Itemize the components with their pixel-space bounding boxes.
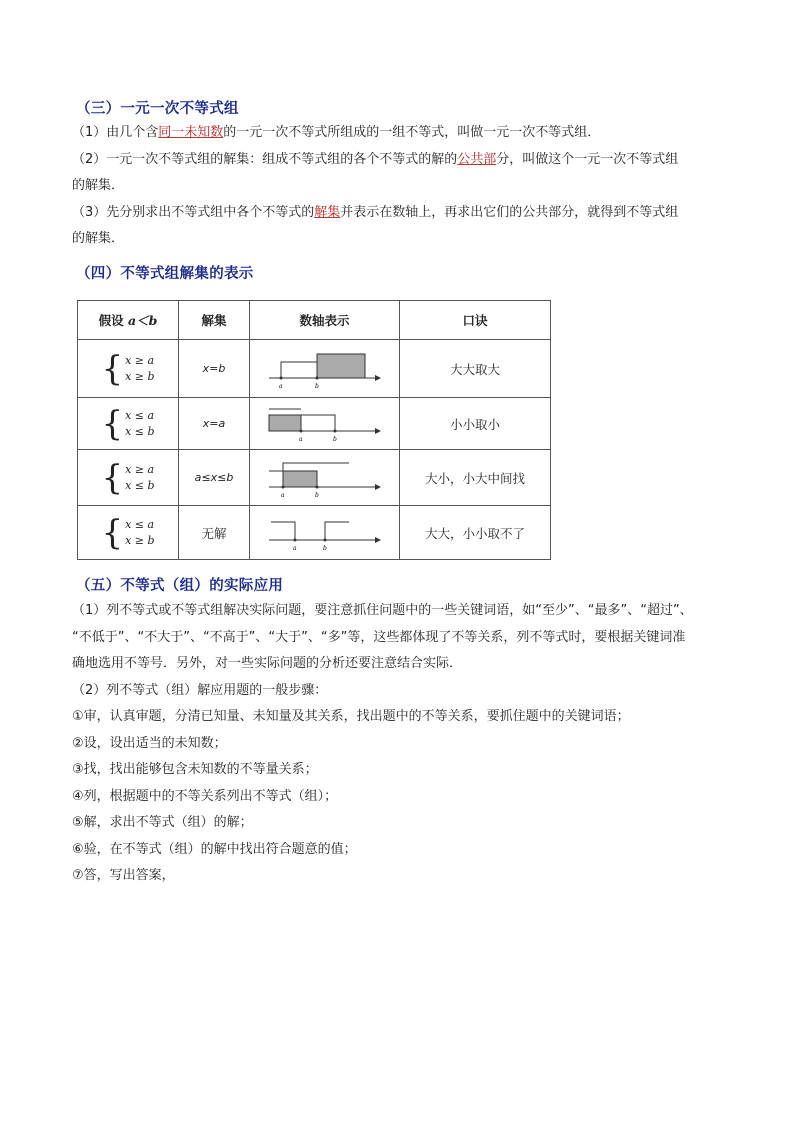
section3-p3 (72, 200, 742, 227)
header-rhyme: 口诀 (400, 301, 551, 340)
section3-p1-pre: （1）由几个含 (72, 125, 159, 140)
solution-cell: x=a (179, 398, 250, 450)
section3-p3-post: 并表示在数轴上，再求出它们的公共部分，就得到不等式组 (340, 204, 679, 220)
header-solution: 解集 (179, 301, 250, 340)
numberline-cell (250, 506, 400, 560)
step-item: ④列，根据题中的不等关系列出不等式（组）； (72, 788, 338, 804)
section3-p1-highlight: 同一未知数 (158, 125, 224, 140)
section3-p3-pre: （3）先分别求出不等式组中各个不等式的 (72, 204, 315, 220)
system-cell (78, 506, 179, 560)
table-row (78, 398, 551, 450)
section3-p2 (72, 147, 742, 174)
label-a: a (298, 435, 303, 443)
section5-paragraphs (72, 598, 742, 890)
system-cell (78, 340, 179, 398)
inequality-1: x ≥ a (125, 462, 155, 476)
table-row (78, 340, 551, 398)
label-a: a (292, 544, 297, 552)
rhyme-cell: 小小取小 (400, 398, 551, 450)
section3-p2-highlight: 公共部 (457, 151, 497, 167)
inequality-2: x ≤ b (125, 478, 155, 492)
numberline-cell (250, 398, 400, 450)
label-b: b (314, 491, 319, 499)
system-cell (78, 450, 179, 506)
inequality-2: x ≥ b (125, 533, 155, 547)
system-cell (78, 398, 179, 450)
section3-p1 (72, 120, 742, 147)
step-item: ⑤解，求出不等式（组）的解； (72, 815, 253, 830)
step-item: ②设，设出适当的未知数； (72, 735, 227, 751)
brace-icon: { (101, 348, 124, 389)
inequality-1: x ≤ a (125, 408, 155, 422)
label-b: b (322, 544, 327, 552)
label-b: b (314, 382, 319, 390)
solution-cell: 无解 (179, 506, 250, 560)
header-assume (78, 301, 179, 340)
system-of-inequalities (101, 403, 155, 444)
label-b: b (332, 435, 337, 443)
rhyme-cell: 大小，小大中间找 (400, 450, 551, 506)
table-row (78, 506, 551, 560)
header-assume-expr: a＜b (128, 313, 158, 328)
section4-heading: （四）不等式组解集的表示 (76, 266, 254, 282)
section3-p1-post: 的一元一次不等式所组成的一组不等式，叫做一元一次不等式组． (223, 125, 601, 140)
section3-p2-line2: 的解集． (72, 178, 125, 193)
section5-p1-line: “不低于”、“不大于”、“不高于”、“大于”、“多”等，这些都体现了不等关系，列不等式时，要根据关键词准 (72, 629, 686, 645)
section3-p3-highlight: 解集 (314, 204, 341, 220)
table-row (78, 450, 551, 506)
system-of-inequalities (101, 512, 155, 553)
number-line-diagram (265, 403, 385, 445)
section5-p1-line: （1）列不等式或不等式组解决实际问题，要注意抓住问题中的一些关键词语，如“至少”、“最多”、“超过”、 (72, 603, 693, 618)
section3-paragraphs (72, 120, 742, 253)
number-line-diagram (265, 512, 385, 554)
brace-icon: { (101, 457, 124, 498)
rhyme-cell: 大大，小小取不了 (400, 506, 551, 560)
section3-p2-pre: （2）一元一次不等式组的解集：组成不等式组的各个不等式的解的 (72, 151, 458, 167)
label-a: a (278, 382, 283, 390)
inequality-2: x ≤ b (125, 424, 155, 438)
step-item: ①审，认真审题，分清已知量、未知量及其关系，找出题中的不等关系，要抓住题中的关键词语； (72, 709, 630, 724)
system-of-inequalities (101, 348, 155, 389)
number-line-diagram (265, 457, 385, 499)
section3-p3-line2: 的解集． (72, 231, 125, 246)
system-of-inequalities (101, 457, 155, 498)
label-a: a (280, 491, 285, 499)
brace-icon: { (101, 403, 124, 444)
solution-cell: x=b (179, 340, 250, 398)
header-assume-text: 假设 (98, 313, 128, 328)
inequality-2: x ≥ b (125, 369, 155, 383)
step-item: ③找，找出能够包含未知数的不等量关系； (72, 762, 318, 777)
section3-heading: （三）一元一次不等式组 (76, 101, 239, 117)
step-item: ⑥验，在不等式（组）的解中找出符合题意的值； (72, 841, 357, 857)
number-line-diagram (265, 348, 385, 390)
numberline-cell (250, 450, 400, 506)
step-item: ⑦答，写出答案， (72, 868, 175, 883)
header-numline: 数轴表示 (250, 301, 400, 340)
section5-p2: （2）列不等式（组）解应用题的一般步骤： (72, 682, 328, 698)
brace-icon: { (101, 512, 124, 553)
rhyme-cell: 大大取大 (400, 340, 551, 398)
solution-set-table (77, 300, 551, 560)
table-header-row (78, 301, 551, 340)
inequality-1: x ≥ a (125, 353, 155, 367)
section5-heading: （五）不等式（组）的实际应用 (76, 578, 284, 594)
section5-p1-line: 确地选用不等号．另外，对一些实际问题的分析还要注意结合实际． (72, 656, 463, 671)
section3-p2-post: 分，叫做这个一元一次不等式组 (496, 151, 679, 167)
inequality-1: x ≤ a (125, 517, 155, 531)
solution-cell: a≤x≤b (179, 450, 250, 506)
numberline-cell (250, 340, 400, 398)
